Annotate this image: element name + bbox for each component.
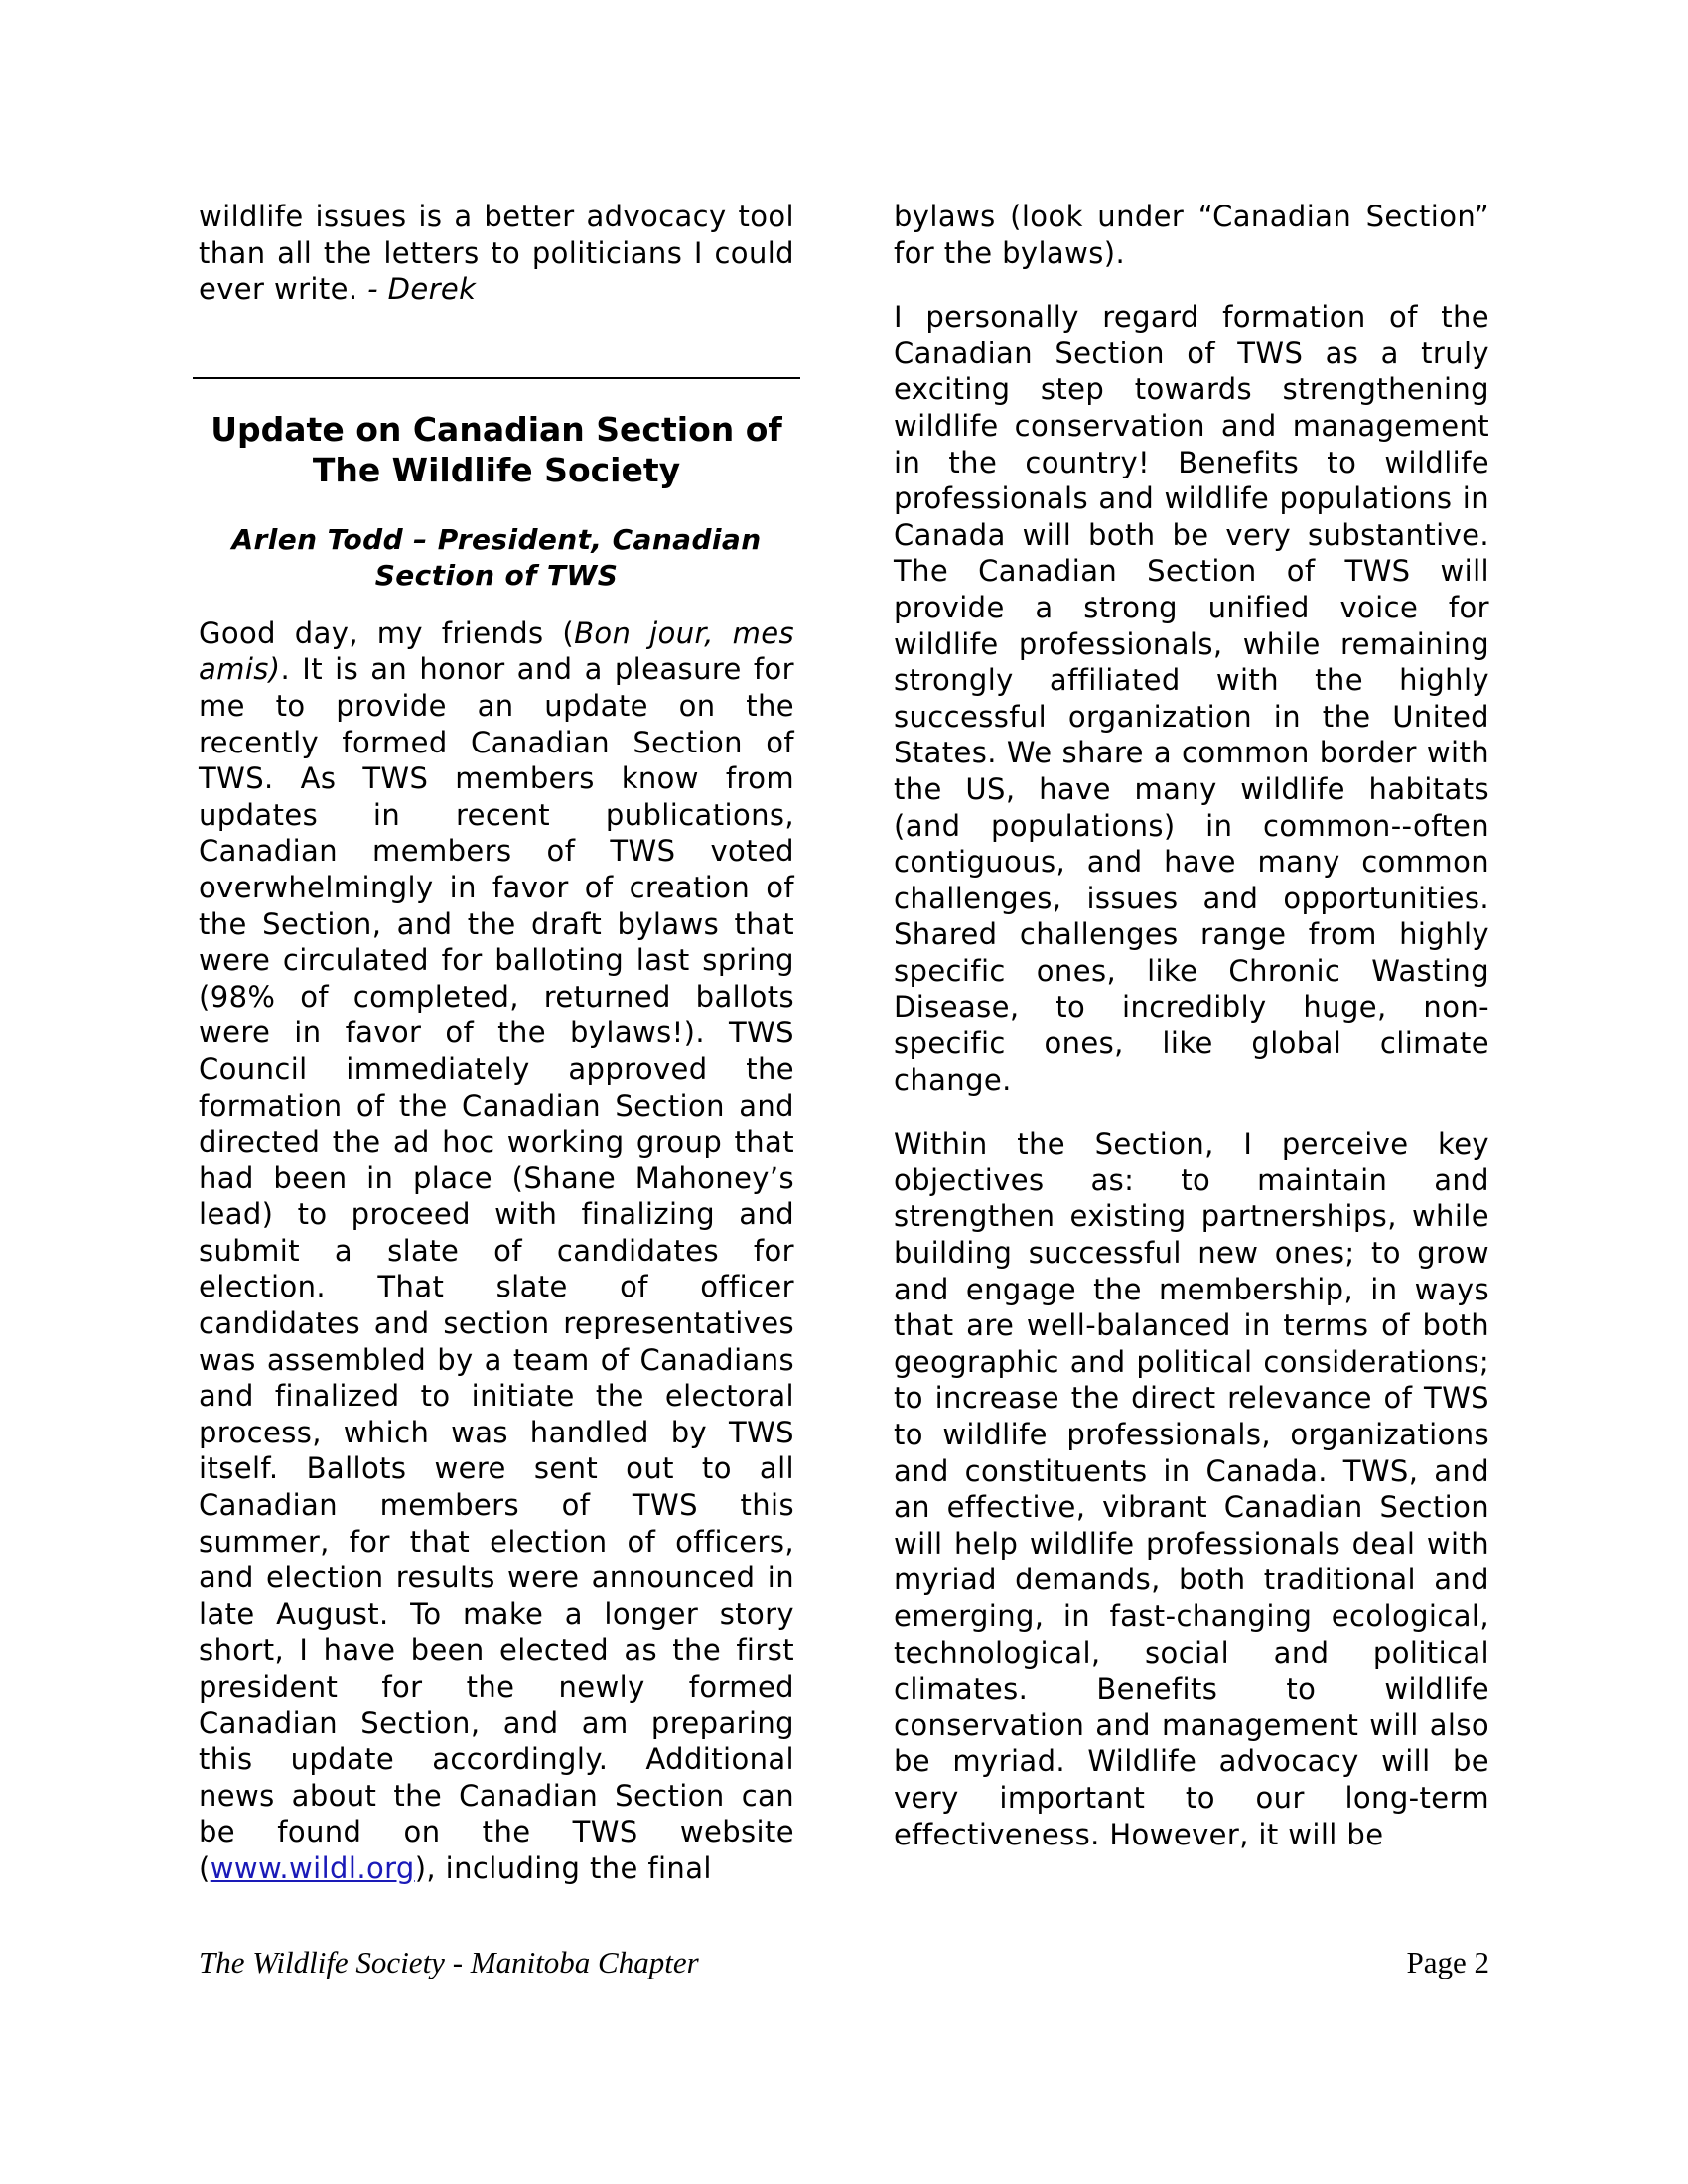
left-column <box>199 199 794 1887</box>
footer-page-number: Page 2 <box>1406 1945 1489 1979</box>
article-paragraph-1 <box>199 615 794 1887</box>
tws-website-link[interactable]: www.wildl.org <box>210 1850 415 1885</box>
article-paragraph-3: Within the Section, I perceive key objectives as: to maintain and strengthen existing partnerships, while building successful new ones; to grow and engage the membership, in ways that are well-balanced in terms of both geographic and political considerations; to increase the direct relevance of TWS to wildlife professionals, organizations and constituents in Canada. TWS, and an effective, vibrant Canadian Section will help wildlife professionals deal with myriad demands, both traditional and emerging, in fast-changing ecological, technological, social and political climates. Benefits to wildlife conservation and management will also be myriad. Wildlife advocacy will be very important to our long-term effectiveness. However, it will be <box>894 1127 1489 1851</box>
author-signature: - Derek <box>367 272 477 307</box>
paragraph-text: . It is an honor and a pleasure for me to provide an update on the recently formed Canadian Section of TWS. As TWS members know from updates in recent publications, Canadian members of TWS voted overwhelmingly in favor of creation of the Section, and the draft bylaws that were circulated for balloting last spring (98% of completed, returned ballots were in favor of the bylaws!). TWS Council immediately approved the formation of the Canadian Section and directed the ad hoc working group that had been in place (Shane Mahoney’s lead) to proceed with finalizing and submit a slate of candidates for election. That slate of officer candidates and section representatives was assembled by a team of Canadians and finalized to initiate the electoral process, which was handled by TWS itself. Ballots were sent out to all Canadian members of TWS this summer, for that election of officers, and election results were announced in late August. To make a longer story short, I have been elected as the first president for the newly formed Canadian Section, and am preparing this update accordingly. Additional news about the Canadian Section can be found on the TWS website ( <box>199 652 794 1885</box>
article-byline: Arlen Todd – President, Canadian Section of TWS <box>231 522 762 592</box>
page-footer <box>199 1941 1489 1984</box>
article-paragraph-continued: bylaws (look under “Canadian Section” for the bylaws). <box>894 200 1489 270</box>
article-title: Update on Canadian Section of The Wildlife Society <box>211 409 782 489</box>
continuation-text: wildlife issues is a better advocacy tool than all the letters to politicians I could ever write. <box>199 200 794 307</box>
paragraph-text: Good day, my friends ( <box>199 615 575 650</box>
footer-publication: The Wildlife Society - Manitoba Chapter <box>199 1945 699 1979</box>
paragraph-text: ), including the final <box>414 1850 712 1885</box>
right-column <box>894 199 1489 1852</box>
italic-greeting: Bon jour, mes amis) <box>199 615 794 687</box>
continuation-paragraph <box>199 199 794 308</box>
article-paragraph-2: I personally regard formation of the Canadian Section of TWS as a truly exciting step towards strengthening wildlife conservation and management in the country! Benefits to wildlife professionals and wildlife populations in Canada will both be very substantive. The Canadian Section of TWS will provide a strong unified voice for wildlife professionals, while remaining strongly affiliated with the highly successful organization in the United States. We share a common border with the US, have many wildlife habitats (and populations) in common--often contiguous, and have many common challenges, issues and opportunities. Shared challenges range from highly specific ones, like Chronic Wasting Disease, to incredibly huge, non-specific ones, like global climate change. <box>894 300 1489 1097</box>
section-divider <box>193 377 800 379</box>
